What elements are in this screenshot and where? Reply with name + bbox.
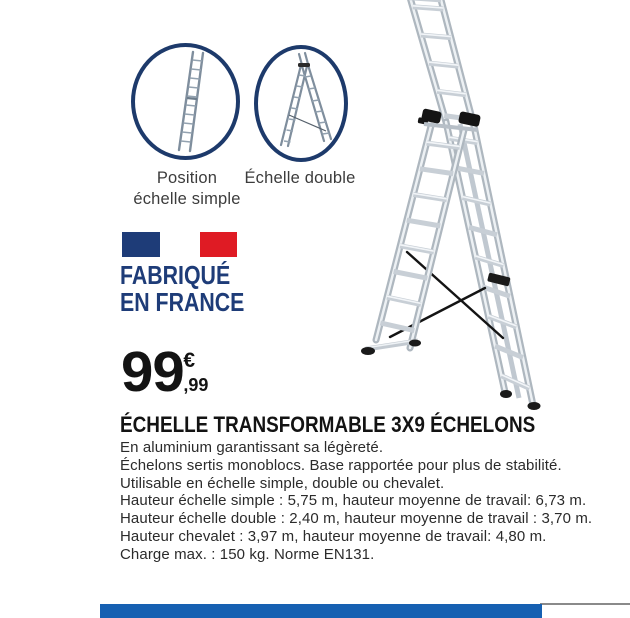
flag-white-stripe (160, 232, 200, 257)
description-line: Échelons sertis monoblocs. Base rapportée pour plus de stabilité. (120, 456, 562, 474)
ladder-product-photo (360, 0, 630, 430)
made-in-france-badge (120, 262, 244, 315)
position-simple-label-line2: échelle simple (133, 190, 241, 208)
price (121, 340, 209, 404)
description-line: En aluminium garantissant sa légèreté. (120, 439, 384, 456)
product-title: ÉCHELLE TRANSFORMABLE 3X9 ÉCHELONS (120, 412, 536, 437)
position-simple-label-line1: Position (156, 169, 218, 187)
description-line: Hauteur échelle simple : 5,75 m, hauteur moyenne de travail: 6,73 m. (120, 492, 587, 510)
description-line: Hauteur échelle double : 2,40 m, hauteur moyenne de travail : 3,70 m. (120, 510, 593, 528)
double-ladder-icon (258, 49, 344, 158)
footer-blue-bar (100, 604, 542, 618)
price-cents: ,99 (183, 375, 209, 395)
description-line: Hauteur chevalet : 3,97 m, hauteur moyenne de travail: 4,80 m. (120, 527, 547, 545)
flag-blue-stripe (122, 232, 160, 257)
position-double-label: Échelle double (244, 169, 356, 187)
combination-ladder-image (360, 0, 630, 430)
price-currency: € (183, 349, 196, 372)
position-simple-circle (131, 43, 240, 160)
position-double-circle (254, 45, 348, 162)
made-in-france-line1: FABRIQUÉ (120, 260, 231, 290)
footer-divider-line (540, 603, 630, 605)
made-in-france-line2: EN FRANCE (120, 286, 245, 317)
price-euros: 99 (121, 340, 184, 404)
french-flag-icon (122, 232, 237, 257)
product-description (120, 439, 630, 564)
simple-ladder-icon (135, 47, 236, 156)
description-line: Charge max. : 150 kg. Norme EN131. (120, 545, 375, 563)
description-line: Utilisable en échelle simple, double ou chevalet. (120, 474, 445, 492)
flag-red-stripe (200, 232, 237, 257)
